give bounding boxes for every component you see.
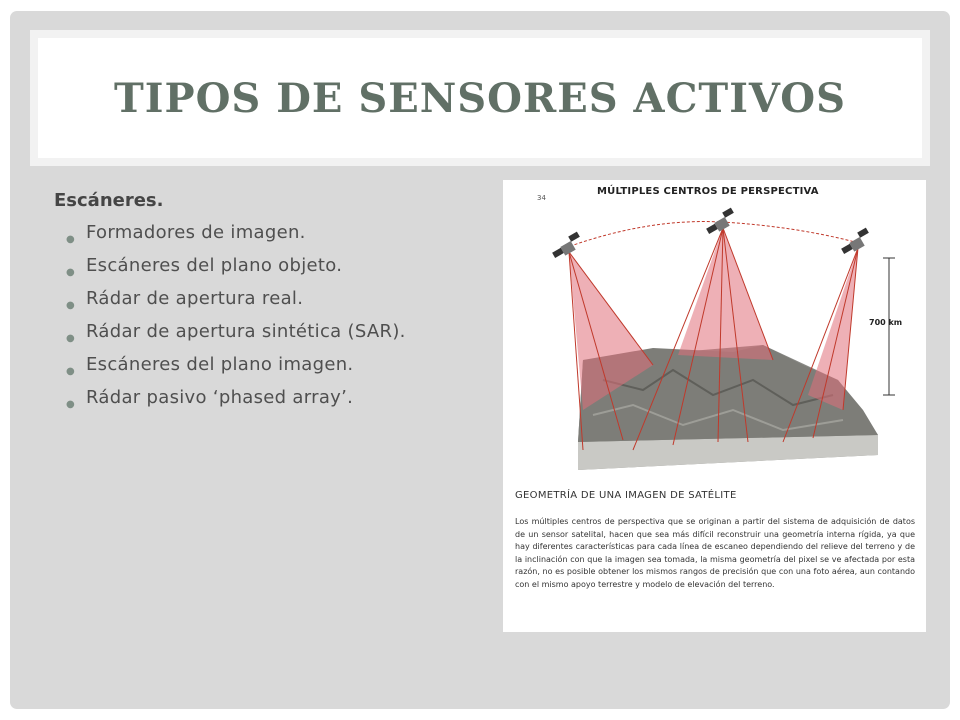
bullet-text: Formadores de imagen. [86, 222, 306, 243]
bullet-text: Escáneres del plano imagen. [86, 354, 354, 375]
bullet-item [66, 254, 454, 278]
figure-title: MÚLTIPLES CENTROS DE PERSPECTIVA [597, 186, 819, 197]
bullet-text: Escáneres del plano objeto. [86, 255, 343, 276]
satellite-icon [841, 228, 869, 254]
satellite-geometry-figure [503, 180, 926, 632]
satellite-diagram [503, 180, 926, 490]
bullet-item [66, 386, 454, 410]
bullet-text: Rádar pasivo ‘phased array’. [86, 387, 354, 408]
content-area [54, 190, 454, 419]
figure-caption-title: GEOMETRÍA DE UNA IMAGEN DE SATÉLITE [515, 490, 737, 501]
bullet-dot-icon: ● [66, 366, 76, 377]
distance-label: 700 km [869, 318, 903, 327]
bullet-list [54, 221, 454, 410]
bullet-dot-icon: ● [66, 300, 76, 311]
content-heading: Escáneres. [54, 190, 164, 211]
title-box [30, 30, 930, 166]
bullet-item [66, 320, 454, 344]
satellite-icon [706, 208, 734, 234]
bullet-text: Rádar de apertura real. [86, 288, 304, 309]
bullet-text: Rádar de apertura sintética (SAR). [86, 321, 406, 342]
bullet-dot-icon: ● [66, 267, 76, 278]
bullet-dot-icon: ● [66, 333, 76, 344]
bullet-item [66, 353, 454, 377]
bullet-item [66, 221, 454, 245]
bullet-item [66, 287, 454, 311]
figure-number: 34 [537, 194, 546, 202]
bullet-dot-icon: ● [66, 399, 76, 410]
figure-caption: Los múltiples centros de perspectiva que se originan a partir del sistema de adquisición de datos de un sensor satelital, hacen que sea más difícil reconstruir una geometría interna rígida, ya que hay diferentes características para cada línea de escaneo dependiendo del relieve del terreno y de la inclinación con que la imagen sea tomada, la misma geometría del pixel se ve afectada por esta razón, no es posible obtener los mismos rangos de precisión que con una foto aérea, aun contando con el mismo apoyo terrestre y modelo de elevación del terreno. [515, 517, 915, 589]
satellite-icon [552, 232, 580, 258]
slide-title: TIPOS DE SENSORES ACTIVOS [114, 74, 846, 122]
bullet-dot-icon: ● [66, 234, 76, 245]
